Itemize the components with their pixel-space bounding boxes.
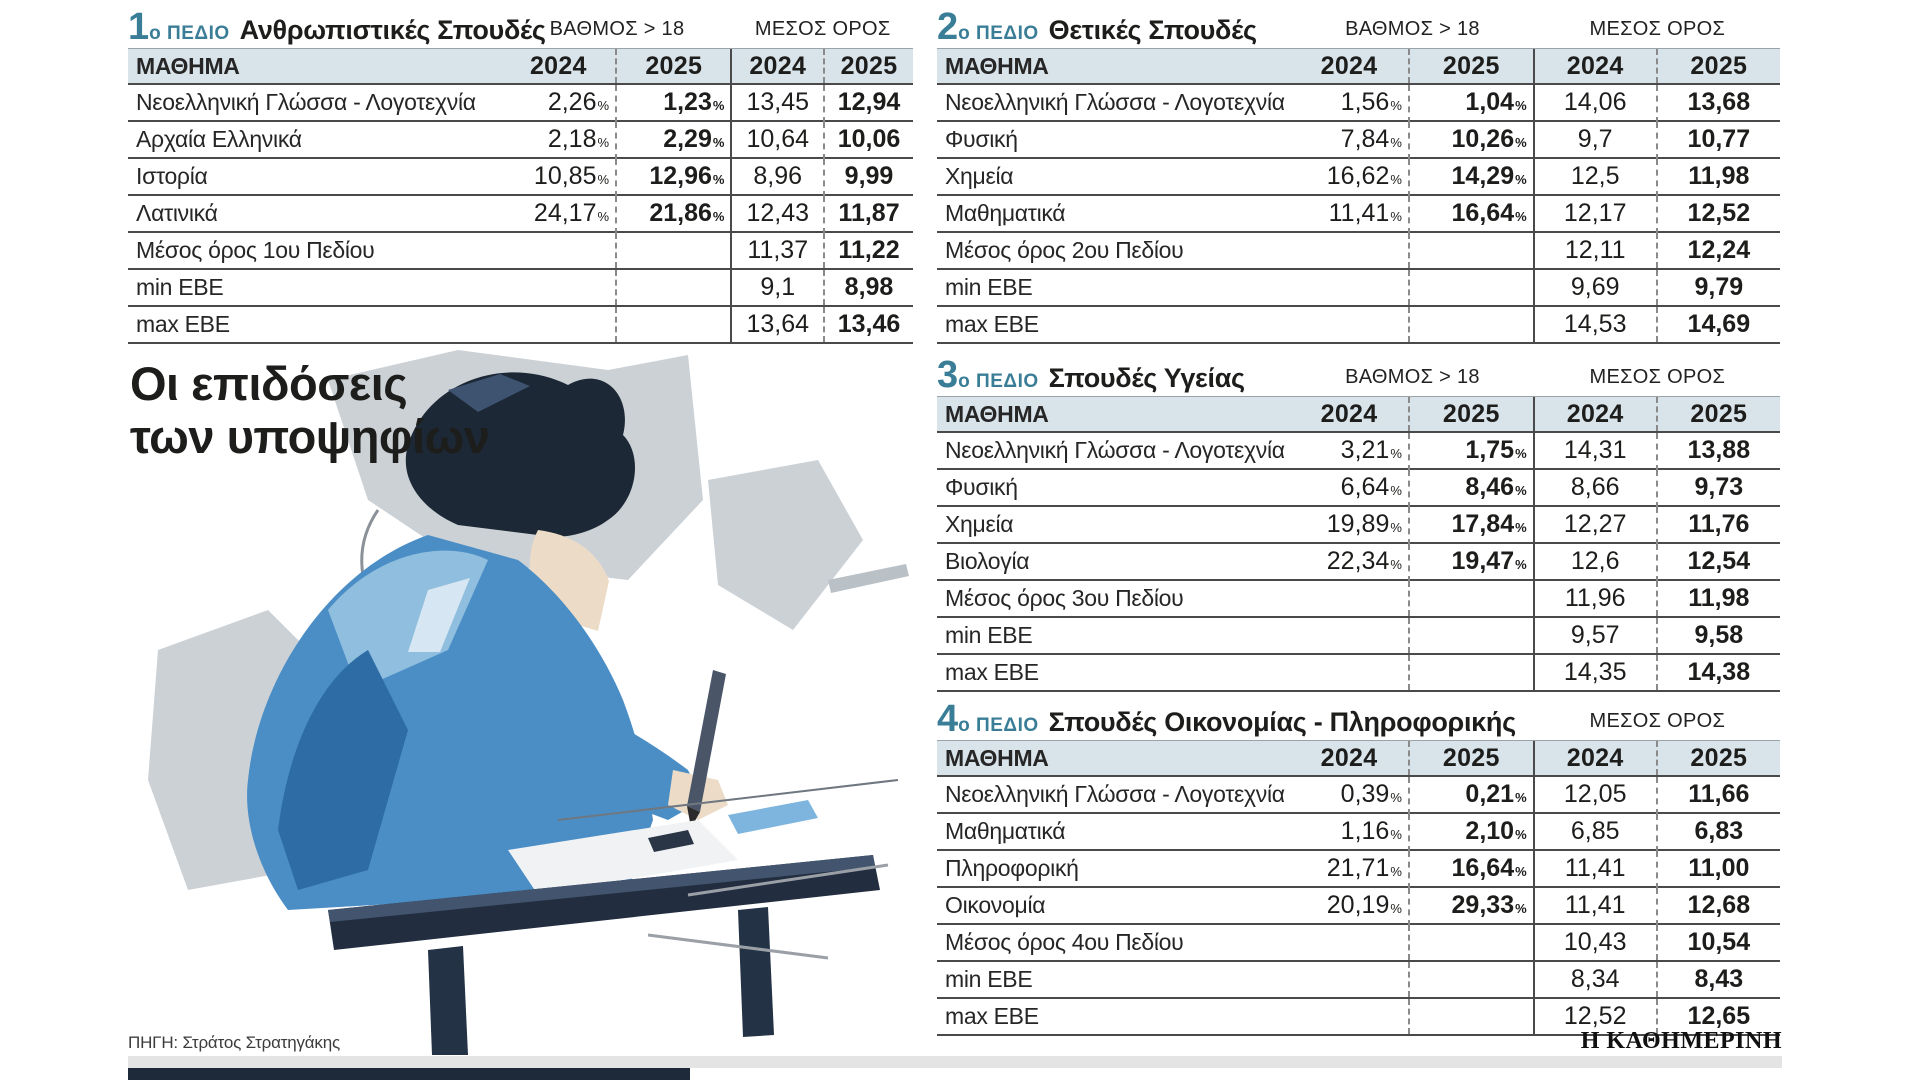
subject-cell: Μέσος όρος 3ου Πεδίου: [945, 585, 1184, 611]
year-column-header: 2025: [1690, 400, 1748, 428]
subject-column-header: ΜΑΘΗΜΑ: [136, 53, 240, 79]
value-cell: 16,64%: [1410, 851, 1535, 889]
field-number: 4: [937, 698, 959, 740]
value-cell: 2,26%: [502, 85, 617, 123]
value-cell: 9,99: [844, 162, 894, 190]
value-cell: [1290, 655, 1410, 690]
percent-sign: %: [1390, 98, 1402, 113]
value-cell: 12,52: [1535, 999, 1658, 1034]
table-row: [128, 122, 913, 159]
value-cell: 6,64%: [1290, 470, 1410, 508]
value-cell: 14,31: [1535, 433, 1658, 471]
table-row: [128, 196, 913, 233]
value-cell: 11,41: [1535, 851, 1658, 889]
percent-sign: %: [1390, 864, 1402, 879]
table-row: [937, 233, 1780, 270]
table-row: [937, 507, 1780, 544]
field-title: Σπουδές Οικονομίας - Πληροφορικής: [1048, 707, 1516, 737]
year-column-header: 2024: [1535, 397, 1658, 431]
year-column-header: 2025: [1690, 52, 1748, 80]
percent-sign: %: [1515, 864, 1527, 879]
value-cell: 7,84%: [1290, 122, 1410, 160]
table-row: [937, 544, 1780, 581]
value-cell: 13,88: [1687, 436, 1751, 464]
table-row: [937, 433, 1780, 470]
publisher-logo: Η ΚΑΘΗΜΕΡΙΝΗ: [1580, 1028, 1782, 1054]
year-column-header: 2024: [1535, 49, 1658, 83]
value-cell: 19,47%: [1410, 544, 1535, 582]
table-row: [937, 618, 1780, 655]
value-cell: 9,58: [1694, 621, 1744, 649]
table-row: [128, 159, 913, 196]
value-cell: 16,62%: [1290, 159, 1410, 197]
subject-cell: Νεοελληνική Γλώσσα - Λογοτεχνία: [945, 437, 1285, 463]
value-cell: 11,98: [1688, 162, 1750, 190]
column-group-average-label: ΜΕΣΟΣ ΟΡΟΣ: [1589, 366, 1726, 388]
value-cell: 3,21%: [1290, 433, 1410, 471]
year-column-header: 2024: [1290, 741, 1410, 775]
percent-sign: %: [1390, 557, 1402, 572]
table-row: [937, 581, 1780, 618]
field-title: Σπουδές Υγείας: [1048, 363, 1245, 393]
value-cell: 12,96%: [617, 159, 732, 197]
value-cell: [1410, 618, 1535, 653]
field-number: 2: [937, 6, 959, 48]
table-row: [937, 270, 1780, 307]
value-cell: [1410, 925, 1535, 960]
percent-sign: %: [1515, 790, 1527, 805]
value-cell: 14,35: [1535, 655, 1658, 690]
value-cell: 17,84%: [1410, 507, 1535, 545]
table-row: [937, 814, 1780, 851]
value-cell: 8,43: [1694, 965, 1744, 993]
value-cell: 13,64: [732, 307, 825, 342]
year-column-header: 2025: [617, 49, 732, 83]
subject-cell: Λατινικά: [136, 200, 218, 226]
value-cell: 11,41: [1535, 888, 1658, 926]
year-column-header: 2025: [1410, 397, 1535, 431]
table-title-bar: [128, 6, 913, 48]
field-number: 1: [128, 6, 150, 48]
value-cell: 12,05: [1535, 777, 1658, 815]
value-cell: 9,73: [1694, 473, 1744, 501]
value-cell: 12,54: [1687, 547, 1751, 575]
value-cell: 29,33%: [1410, 888, 1535, 926]
value-cell: 11,96: [1535, 581, 1658, 616]
field-title: Θετικές Σπουδές: [1048, 15, 1257, 45]
subject-cell: min ΕΒΕ: [945, 274, 1033, 300]
table-row: [128, 233, 913, 270]
table-header-row: [937, 396, 1780, 433]
table-row: [128, 270, 913, 307]
percent-sign: %: [597, 172, 610, 187]
value-cell: 0,21%: [1410, 777, 1535, 815]
subject-cell: min ΕΒΕ: [136, 274, 224, 300]
table-row: [128, 307, 913, 344]
value-cell: 21,86%: [617, 196, 732, 234]
value-cell: 10,06: [837, 125, 901, 153]
value-cell: [1290, 233, 1410, 268]
percent-sign: %: [712, 98, 725, 113]
value-cell: [1290, 307, 1410, 342]
value-cell: [1290, 618, 1410, 653]
value-cell: 12,11: [1535, 233, 1658, 268]
subject-cell: Μέσος όρος 2ου Πεδίου: [945, 237, 1184, 263]
percent-sign: %: [1390, 172, 1402, 187]
subject-cell: max ΕΒΕ: [136, 311, 230, 337]
percent-sign: %: [712, 135, 725, 150]
subject-cell: max ΕΒΕ: [945, 311, 1039, 337]
subject-cell: max ΕΒΕ: [945, 1003, 1039, 1029]
value-cell: 10,54: [1687, 928, 1751, 956]
value-cell: [617, 270, 732, 305]
value-cell: 11,37: [732, 233, 825, 268]
field-title: Ανθρωπιστικές Σπουδές: [239, 15, 546, 45]
value-cell: [1290, 962, 1410, 997]
table-row: [937, 851, 1780, 888]
value-cell: 2,29%: [617, 122, 732, 160]
table-row: [937, 655, 1780, 692]
value-cell: 11,22: [838, 236, 900, 264]
table-header-row: [937, 48, 1780, 85]
value-cell: [1410, 962, 1535, 997]
field-label: [937, 8, 1257, 46]
percent-sign: %: [1390, 790, 1402, 805]
year-column-header: 2025: [1410, 741, 1535, 775]
value-cell: [1290, 581, 1410, 616]
percent-sign: %: [1515, 209, 1527, 224]
value-cell: [502, 270, 617, 305]
table-row: [937, 196, 1780, 233]
table-row: [937, 962, 1780, 999]
value-cell: [1410, 655, 1535, 690]
value-cell: 0,39%: [1290, 777, 1410, 815]
table-row: [937, 159, 1780, 196]
subject-cell: min ΕΒΕ: [945, 966, 1033, 992]
percent-sign: %: [1515, 483, 1527, 498]
value-cell: 8,96: [732, 159, 825, 197]
value-cell: 11,87: [838, 199, 900, 227]
table-field-1-humanities: [128, 6, 913, 344]
subject-cell: Φυσική: [945, 126, 1018, 152]
subject-cell: Μέσος όρος 1ου Πεδίου: [136, 237, 375, 263]
table-grid: [937, 396, 1780, 692]
footer-navy-bar: [128, 1068, 690, 1080]
year-column-header: 2024: [1290, 397, 1410, 431]
value-cell: 9,79: [1694, 273, 1744, 301]
value-cell: [1410, 270, 1535, 305]
table-grid: [937, 48, 1780, 344]
column-group-grade-over-18-label: ΒΑΘΜΟΣ > 18: [1345, 18, 1480, 40]
subject-cell: min ΕΒΕ: [945, 622, 1033, 648]
value-cell: 12,65: [1687, 1002, 1751, 1030]
field-ordinal: ο ΠΕΔΙΟ: [958, 715, 1039, 736]
subject-cell: Βιολογία: [945, 548, 1030, 574]
percent-sign: %: [712, 209, 725, 224]
value-cell: 13,45: [732, 85, 825, 123]
percent-sign: %: [1390, 520, 1402, 535]
value-cell: 11,00: [1688, 854, 1750, 882]
value-cell: 14,06: [1535, 85, 1658, 123]
value-cell: 11,76: [1688, 510, 1750, 538]
year-column-header: 2024: [502, 49, 617, 83]
table-header-row: [937, 740, 1780, 777]
value-cell: 6,83: [1694, 817, 1744, 845]
value-cell: 12,27: [1535, 507, 1658, 545]
value-cell: 14,38: [1687, 658, 1751, 686]
value-cell: 12,17: [1535, 196, 1658, 234]
table-row: [937, 307, 1780, 344]
subject-cell: Μαθηματικά: [945, 200, 1066, 226]
year-column-header: 2025: [1410, 49, 1535, 83]
value-cell: 9,7: [1535, 122, 1658, 160]
table-row: [937, 925, 1780, 962]
subject-column-header: ΜΑΘΗΜΑ: [945, 53, 1049, 79]
value-cell: [1410, 999, 1535, 1034]
value-cell: 13,46: [837, 310, 901, 338]
value-cell: 8,46%: [1410, 470, 1535, 508]
desk-leg: [428, 946, 468, 1055]
percent-sign: %: [1515, 172, 1527, 187]
gray-blob-shape: [708, 460, 863, 630]
value-cell: 1,04%: [1410, 85, 1535, 123]
subject-cell: Μέσος όρος 4ου Πεδίου: [945, 929, 1184, 955]
percent-sign: %: [597, 135, 610, 150]
subject-cell: Νεοελληνική Γλώσσα - Λογοτεχνία: [945, 781, 1285, 807]
value-cell: 24,17%: [502, 196, 617, 234]
table-row: [128, 85, 913, 122]
value-cell: 2,18%: [502, 122, 617, 160]
percent-sign: %: [1515, 901, 1527, 916]
percent-sign: %: [1390, 446, 1402, 461]
value-cell: 11,41%: [1290, 196, 1410, 234]
subject-cell: Χημεία: [945, 511, 1014, 537]
field-label: [128, 8, 546, 46]
column-group-average-label: ΜΕΣΟΣ ΟΡΟΣ: [1589, 710, 1726, 732]
value-cell: 10,26%: [1410, 122, 1535, 160]
percent-sign: %: [712, 172, 725, 187]
year-column-header: 2025: [1690, 744, 1748, 772]
field-ordinal: ο ΠΕΔΙΟ: [958, 371, 1039, 392]
table-field-4-economics-informatics: [937, 698, 1780, 1036]
year-column-header: 2024: [1535, 741, 1658, 775]
value-cell: 11,66: [1688, 780, 1750, 808]
percent-sign: %: [1390, 135, 1402, 150]
desk-leg: [738, 907, 774, 1037]
page-title-line1: Οι επιδόσεις: [130, 357, 408, 410]
field-number: 3: [937, 354, 959, 396]
value-cell: 14,29%: [1410, 159, 1535, 197]
value-cell: 9,57: [1535, 618, 1658, 653]
value-cell: 8,66: [1535, 470, 1658, 508]
table-title-bar: [937, 354, 1780, 396]
table-row: [937, 85, 1780, 122]
subject-cell: Ιστορία: [136, 163, 208, 189]
value-cell: 9,1: [732, 270, 825, 305]
percent-sign: %: [597, 209, 610, 224]
subject-cell: Αρχαία Ελληνικά: [136, 126, 302, 152]
column-group-average-label: ΜΕΣΟΣ ΟΡΟΣ: [1589, 18, 1726, 40]
field-label: [937, 356, 1245, 394]
value-cell: 12,94: [837, 88, 901, 116]
table-grid: [128, 48, 913, 344]
value-cell: [617, 307, 732, 342]
value-cell: 12,43: [732, 196, 825, 234]
value-cell: [1290, 270, 1410, 305]
column-group-grade-over-18-label: ΒΑΘΜΟΣ > 18: [1345, 366, 1480, 388]
source-credit: ΠΗΓΗ: Στράτος Στρατηγάκης: [128, 1033, 340, 1052]
subject-cell: Μαθηματικά: [945, 818, 1066, 844]
value-cell: 19,89%: [1290, 507, 1410, 545]
value-cell: 10,64: [732, 122, 825, 160]
value-cell: 12,6: [1535, 544, 1658, 582]
value-cell: 1,75%: [1410, 433, 1535, 471]
subject-cell: Νεοελληνική Γλώσσα - Λογοτεχνία: [136, 89, 476, 115]
subject-column-header: ΜΑΘΗΜΑ: [945, 745, 1049, 771]
page-title-line2: των υποψηφίων: [130, 409, 490, 463]
value-cell: 9,69: [1535, 270, 1658, 305]
value-cell: 14,53: [1535, 307, 1658, 342]
value-cell: [1290, 925, 1410, 960]
percent-sign: %: [597, 98, 610, 113]
subject-cell: max ΕΒΕ: [945, 659, 1039, 685]
value-cell: [502, 233, 617, 268]
value-cell: [502, 307, 617, 342]
percent-sign: %: [1390, 827, 1402, 842]
subject-cell: Φυσική: [945, 474, 1018, 500]
value-cell: 1,56%: [1290, 85, 1410, 123]
value-cell: 10,43: [1535, 925, 1658, 960]
percent-sign: %: [1515, 446, 1527, 461]
value-cell: 10,85%: [502, 159, 617, 197]
value-cell: 22,34%: [1290, 544, 1410, 582]
percent-sign: %: [1515, 520, 1527, 535]
percent-sign: %: [1390, 483, 1402, 498]
percent-sign: %: [1515, 98, 1527, 113]
value-cell: 8,98: [844, 273, 894, 301]
subject-cell: Οικονομία: [945, 892, 1046, 918]
value-cell: 12,68: [1687, 891, 1751, 919]
table-field-3-health: [937, 354, 1780, 692]
value-cell: 20,19%: [1290, 888, 1410, 926]
value-cell: 8,34: [1535, 962, 1658, 997]
subject-cell: Πληροφορική: [945, 855, 1079, 881]
value-cell: 12,5: [1535, 159, 1658, 197]
table-row: [937, 888, 1780, 925]
table-row: [937, 122, 1780, 159]
field-ordinal: ο ΠΕΔΙΟ: [958, 23, 1039, 44]
subject-cell: Χημεία: [945, 163, 1014, 189]
value-cell: 11,98: [1688, 584, 1750, 612]
field-label: [937, 700, 1516, 738]
field-ordinal: ο ΠΕΔΙΟ: [149, 23, 230, 44]
table-field-2-sciences: [937, 6, 1780, 344]
percent-sign: %: [1515, 557, 1527, 572]
column-group-average-label: ΜΕΣΟΣ ΟΡΟΣ: [754, 18, 891, 40]
table-grid: [937, 740, 1780, 1036]
percent-sign: %: [1515, 827, 1527, 842]
value-cell: 16,64%: [1410, 196, 1535, 234]
table-row: [937, 470, 1780, 507]
column-group-grade-over-18-label: ΒΑΘΜΟΣ > 18: [549, 18, 685, 40]
table-header-row: [128, 48, 913, 85]
value-cell: 12,52: [1687, 199, 1751, 227]
value-cell: [1410, 233, 1535, 268]
subject-column-header: ΜΑΘΗΜΑ: [945, 401, 1049, 427]
value-cell: 21,71%: [1290, 851, 1410, 889]
footer-gray-bar: [128, 1056, 1782, 1068]
value-cell: 6,85: [1535, 814, 1658, 852]
value-cell: 13,68: [1687, 88, 1751, 116]
value-cell: 2,10%: [1410, 814, 1535, 852]
value-cell: [1410, 307, 1535, 342]
table-row: [937, 777, 1780, 814]
value-cell: [617, 233, 732, 268]
percent-sign: %: [1515, 135, 1527, 150]
value-cell: 14,69: [1687, 310, 1751, 338]
subject-cell: Νεοελληνική Γλώσσα - Λογοτεχνία: [945, 89, 1285, 115]
value-cell: 10,77: [1687, 125, 1751, 153]
year-column-header: 2024: [1290, 49, 1410, 83]
table-title-bar: [937, 6, 1780, 48]
percent-sign: %: [1390, 901, 1402, 916]
year-column-header: 2024: [732, 49, 825, 83]
table-title-bar: [937, 698, 1780, 740]
value-cell: [1290, 999, 1410, 1034]
year-column-header: 2025: [840, 52, 898, 80]
blue-eraser: [728, 800, 818, 834]
value-cell: 12,24: [1687, 236, 1751, 264]
percent-sign: %: [1390, 209, 1402, 224]
value-cell: [1410, 581, 1535, 616]
value-cell: 1,23%: [617, 85, 732, 123]
page-title: [130, 358, 489, 463]
value-cell: 1,16%: [1290, 814, 1410, 852]
